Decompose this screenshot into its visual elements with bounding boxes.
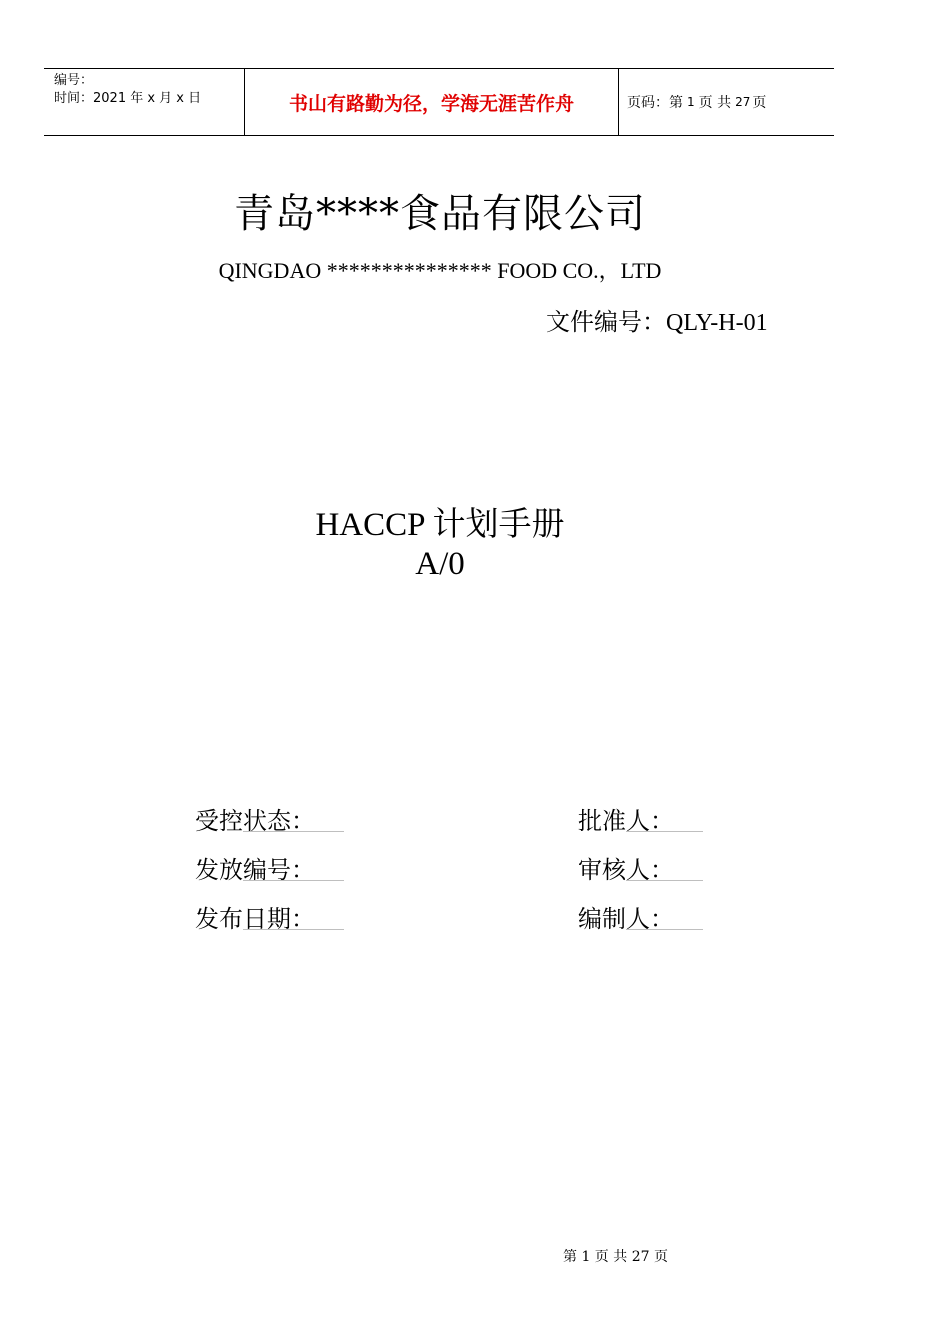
company-name-en: QINGDAO *************** FOOD CO.，LTD (218, 258, 662, 283)
compiler-label: 编制人： (578, 905, 674, 933)
issue-number-field (195, 849, 315, 885)
manual-title: HACCP 计划手册 (315, 507, 565, 543)
control-status-underline (243, 831, 344, 832)
reviewer-label: 审核人： (578, 856, 674, 884)
reviewer-underline (626, 880, 703, 881)
time-label: 时间：2021 年 x 月 x 日 (54, 91, 202, 106)
approver-underline (626, 831, 703, 832)
page-total: 27 (735, 95, 751, 109)
compiler-underline (626, 929, 703, 930)
footer-page-number: 第 1 页 共 27 页 (563, 1249, 668, 1265)
code-label: 编号： (54, 73, 94, 88)
release-date-underline (243, 929, 344, 930)
header-motto (245, 69, 619, 135)
release-date-field (195, 898, 315, 934)
control-status-label: 受控状态： (195, 807, 315, 835)
page-footer (563, 1246, 668, 1266)
approver-field (578, 800, 674, 836)
motto-text: 书山有路勤为径，学海无涯苦作舟 (288, 92, 574, 115)
compiler-field (578, 898, 674, 934)
control-status-field (195, 800, 315, 836)
document-number: 文件编号：QLY-H-01 (546, 310, 768, 336)
issue-number-label: 发放编号： (195, 856, 315, 884)
reviewer-field (578, 849, 674, 885)
page-mid: 页 共 (698, 95, 732, 111)
manual-version: A/0 (415, 546, 465, 582)
header-page-number (619, 69, 834, 135)
company-name-cn: 青岛****食品有限公司 (234, 191, 646, 237)
page-header (44, 68, 834, 136)
page-current: 1 (687, 95, 695, 109)
release-date-label: 发布日期： (195, 905, 315, 933)
issue-number-underline (243, 880, 344, 881)
page-suffix: 页 (752, 95, 767, 111)
header-meta (44, 69, 245, 135)
page-prefix: 页码：第 (627, 95, 683, 111)
approver-label: 批准人： (578, 807, 674, 835)
